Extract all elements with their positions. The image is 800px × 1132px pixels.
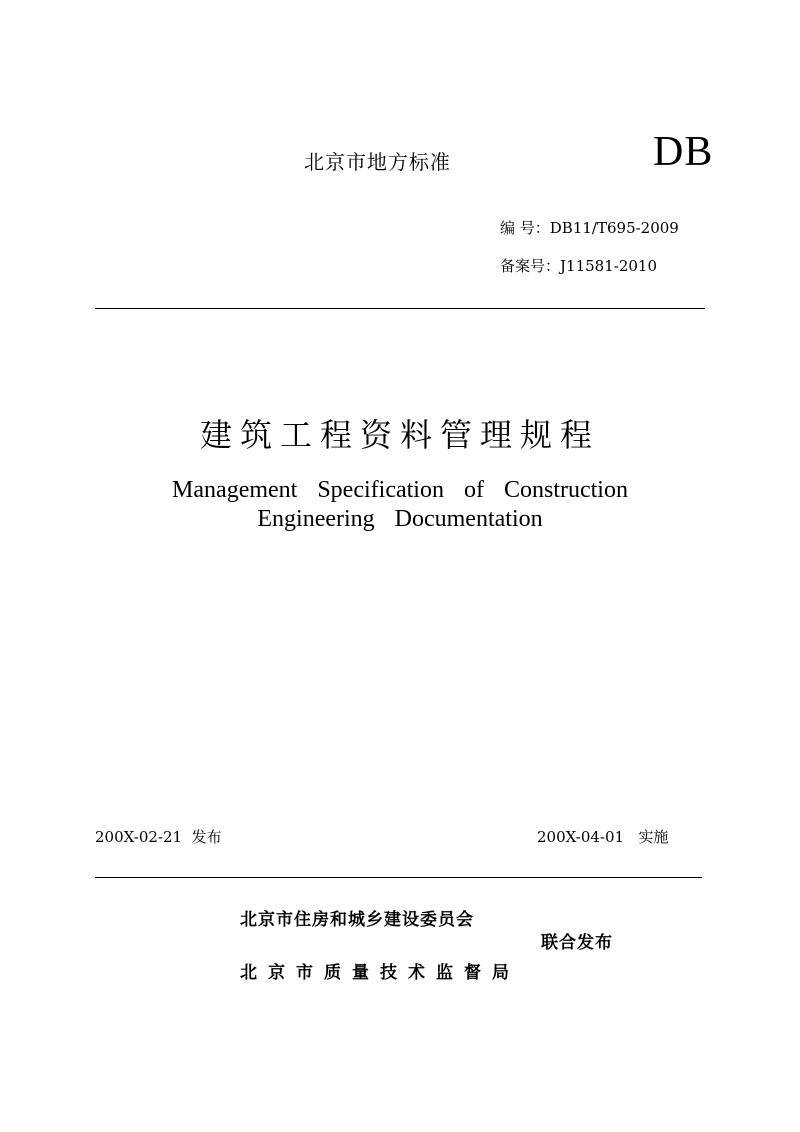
code-number-line — [500, 217, 679, 238]
effective-date-line — [537, 826, 668, 847]
db-mark: DB — [653, 129, 714, 175]
publish-date-line — [95, 826, 222, 847]
publish-label: 发布 — [191, 828, 222, 846]
standard-type-label: 北京市地方标准 — [304, 150, 451, 174]
document-title-chinese: 建筑工程资料管理规程 — [199, 416, 600, 454]
code-label: 编 号： — [500, 219, 550, 237]
joint-issue-label: 联合发布 — [541, 933, 613, 953]
record-number-line — [500, 255, 657, 276]
effective-date: 200X-04-01 — [537, 828, 625, 846]
code-value: DB11/T695-2009 — [549, 219, 679, 237]
issuer-housing-commission: 北京市住房和城乡建设委员会 — [240, 910, 474, 930]
issuer-quality-bureau: 北京市质量技术监督局 — [240, 963, 520, 983]
publish-date: 200X-02-21 — [95, 828, 183, 846]
effective-label: 实施 — [638, 828, 669, 846]
record-value: J11581-2010 — [560, 257, 657, 275]
document-title-english-line-2: Engineering Documentation — [257, 506, 543, 532]
header-divider — [95, 308, 705, 309]
document-title-english-line-1: Management Specification of Construction — [172, 477, 628, 503]
footer-divider — [95, 877, 702, 878]
record-label: 备案号： — [500, 257, 561, 275]
